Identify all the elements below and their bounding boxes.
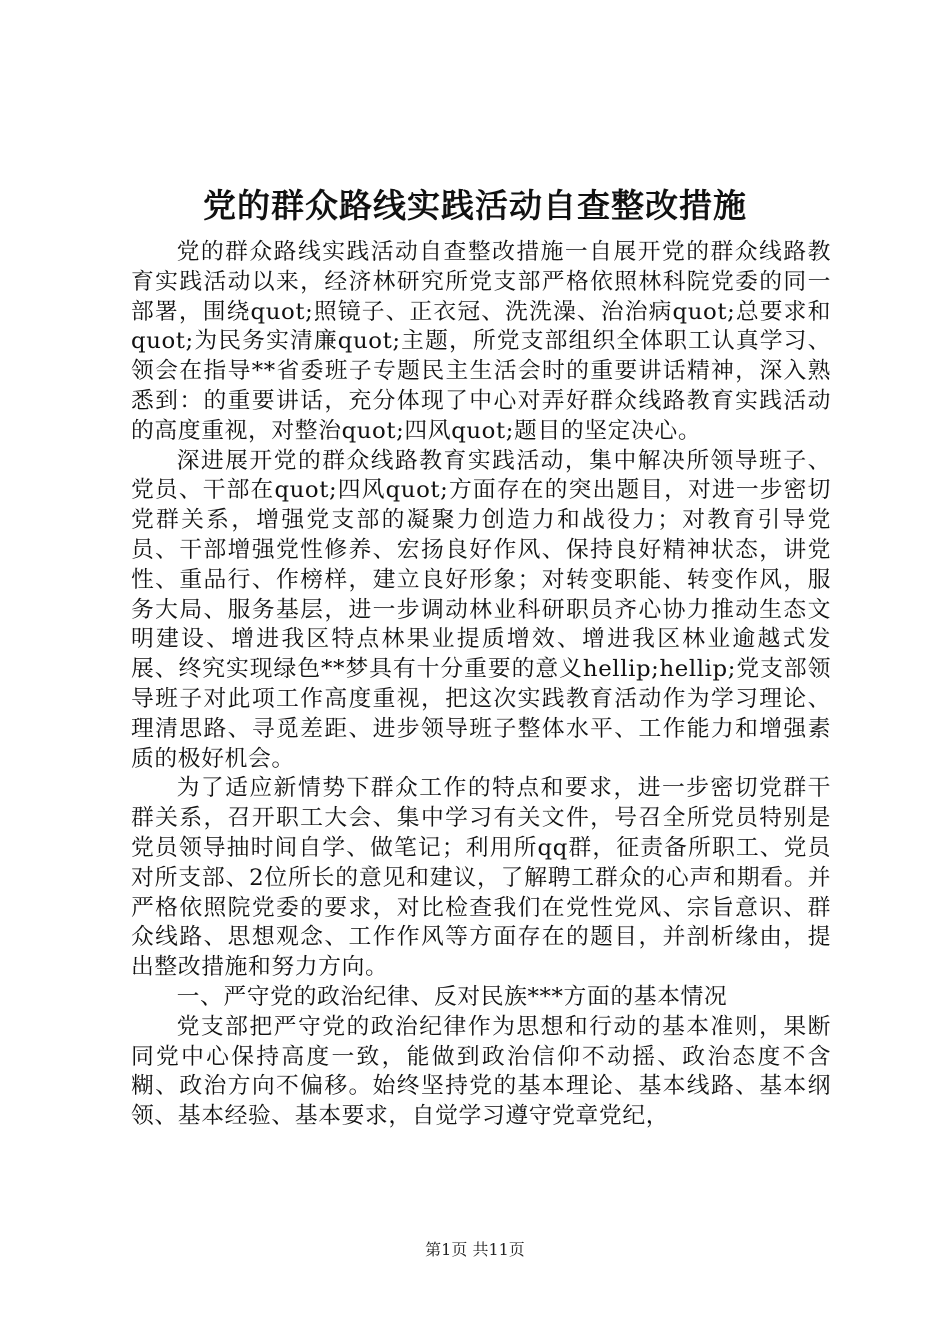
document-body — [131, 238, 831, 1132]
section-heading-political-discipline: 一、严守党的政治纪律、反对民族***方面的基本情况 — [176, 983, 728, 1010]
page-number-footer: 第1页 共11页 — [425, 1240, 525, 1259]
paragraph-political-discipline: 党支部把严守党的政治纪律作为思想和行动的基本准则，果断同党中心保持高度一致，能做到政治信仰不动摇、政治态度不含糊、政治方向不偏移。始终坚持党的基本理论、基本线路、基本纲领、基本经验、基本要求，自觉学习遵守党章党纪， — [131, 1013, 831, 1130]
paragraph-intro: 党的群众路线实践活动自查整改措施一自展开党的群众线路教育实践活动以来，经济林研究所党支部严格依照林科院党委的同一部署，围绕quot;照镜子、正衣冠、洗洗澡、治治病quot;总要求和quot;为民务实清廉quot;主题，所党支部组织全体职工认真学习、领会在指导**省委班子专题民主生活会时的重要讲话精神，深入熟悉到：的重要讲话，充分体现了中心对弄好群众线路教育实践活动的高度重视，对整治quot;四风quot;题目的坚定决心。 — [131, 239, 831, 444]
paragraph-significance: 深进展开党的群众线路教育实践活动，集中解决所领导班子、党员、干部在quot;四风quot;方面存在的突出题目，对进一步密切党群关系，增强党支部的凝聚力创造力和战役力；对教育引导党员、干部增强党性修养、宏扬良好作风、保持良好精神状态，讲党性、重品行、作榜样，建立良好形象；对转变职能、转变作风，服务大局、服务基层，进一步调动林业科研职员齐心协力推动生态文明建设、增进我区特点林果业提质增效、增进我区林业逾越式发展、终究实现绿色**梦具有十分重要的意义hellip;hellip;党支部领导班子对此项工作高度重视，把这次实践教育活动作为学习理论、理清思路、寻觅差距、进步领导班子整体水平、工作能力和增强素质的极好机会。 — [131, 447, 831, 772]
paragraph-methods: 为了适应新情势下群众工作的特点和要求，进一步密切党群干群关系，召开职工大会、集中学习有关文件，号召全所党员特别是党员领导抽时间自学、做笔记；利用所qq群，征责备所职工、党员对所支部、2位所长的意见和建议，了解聘工群众的心声和期看。并严格依照院党委的要求，对比检查我们在党性党风、宗旨意识、群众线路、思想观念、工作作风等方面存在的题目，并剖析缘由，提出整改措施和努力方向。 — [131, 775, 831, 981]
document-title: 党的群众路线实践活动自查整改措施 — [203, 186, 747, 225]
